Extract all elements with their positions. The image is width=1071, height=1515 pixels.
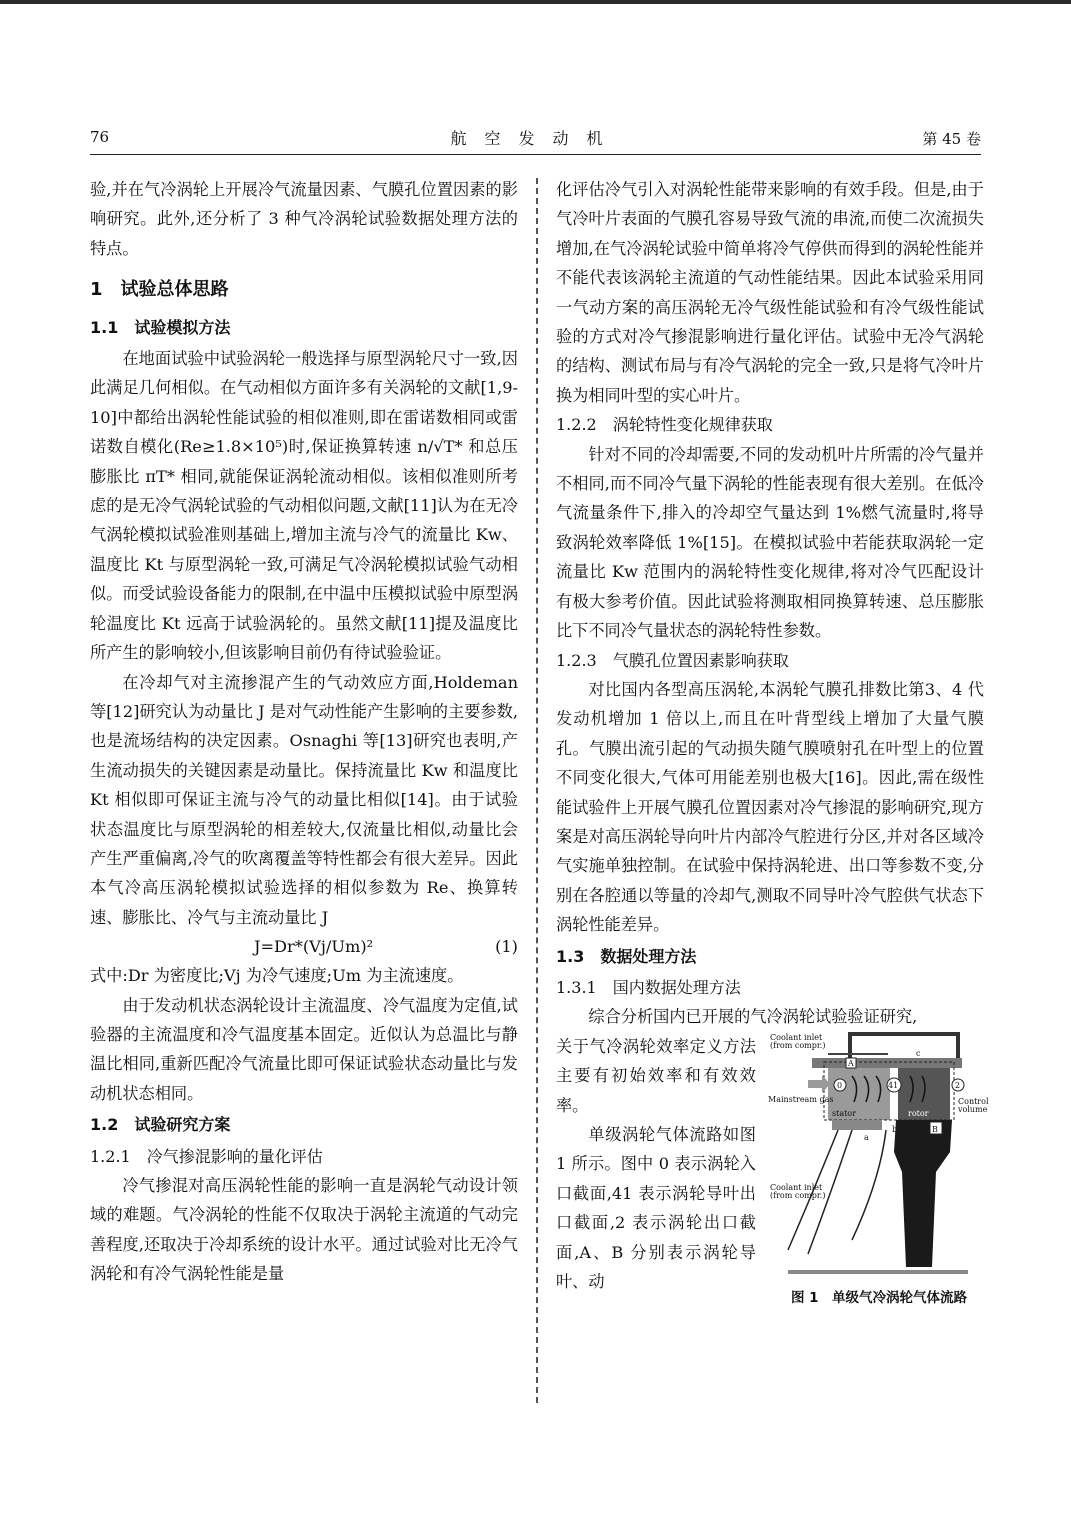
label-station-0: 0 bbox=[837, 1080, 843, 1090]
subsubsection-heading: 1.2.1 冷气掺混影响的量化评估 bbox=[90, 1146, 323, 1166]
label-a: a bbox=[864, 1132, 869, 1142]
paragraph: 化评估冷气引入对涡轮性能带来影响的有效手段。但是,由于气冷叶片表面的气膜孔容易导致气流的串流,而使二次流损失增加,在气冷涡轮试验中简单将冷气停供而得到的涡轮性能并不能代表该涡轮主流道的气动性能结果。因此本试验采用同一气动方案的高压涡轮无冷气级性能试验和有冷气级性能试验的方式对冷气掺混影响进行量化评估。试验中无冷气涡轮的结构、测试布局与有冷气涡轮的完全一致,只是将气冷叶片换为相同叶型的实心叶片。 bbox=[556, 180, 984, 405]
coolant-path-c bbox=[852, 1130, 886, 1240]
paragraph: 冷气掺混对高压涡轮性能的影响一直是涡轮气动设计领域的难题。气冷涡轮的性能不仅取决于涡轮主流道的气动完善程度,还取决于冷却系统的设计水平。通过试验对比无冷气涡轮和有冷气涡轮性能是量 bbox=[90, 1176, 518, 1284]
header-rule bbox=[90, 154, 981, 155]
label-control-sub: volume bbox=[958, 1104, 988, 1114]
label-coolant-top-sub: (from compr.) bbox=[770, 1040, 826, 1050]
subsection-heading: 1.1 试验模拟方法 bbox=[90, 317, 231, 337]
paragraph: 关于气冷涡轮效率定义方法主要有初始效率和有效效率。 bbox=[556, 1036, 756, 1115]
subsection-heading: 1.3 数据处理方法 bbox=[556, 946, 697, 966]
label-b: b bbox=[892, 1124, 898, 1134]
top-border bbox=[0, 0, 1071, 4]
subsection-heading: 1.2 试验研究方案 bbox=[90, 1115, 231, 1135]
journal-name: 航空发动机 bbox=[450, 129, 621, 148]
paragraph: 在冷却气对主流掺混产生的气动效应方面,Holdeman 等[12]研究认为动量比 J 是对气动性能产生影响的主要参数,也是流场结构的决定因素。Osnaghi 等[13]研究也表明,产生流动损失的关键因素是动量比。保持流量比 Kw 和温度比 Kt 相似即可保证主流与冷气的动量比相似[14]。由于试验状态温度比与原型涡轮的相差较大,仅流量比相似,动量比会产生严重偏离,冷气的吹离覆盖等特性都会有很大差异。因此本气冷高压涡轮模拟试验选择的相似参数为 Re、换算转速、膨胀比、冷气与主流动量比 J bbox=[90, 672, 518, 927]
paragraph: 对比国内各型高压涡轮,本涡轮气膜孔排数比第3、4 代发动机增加 1 倍以上,而且在叶背型线上增加了大量气膜孔。气膜出流引起的气动损失随气膜喷射孔在叶型上的位置不同变化很大,气体可用能差别也极大[16]。因此,需在级性能试验件上开展气膜孔位置因素对冷气掺混的影响研究,现方案是对高压涡轮导向叶片内部冷气腔进行分区,并对各区域冷气实施单独控制。在试验中保持涡轮进、出口等参数不变,分别在各腔通以等量的冷却气,测取不同导叶冷气腔供气状态下涡轮性能差异。 bbox=[556, 679, 984, 935]
right-column bbox=[556, 175, 989, 1306]
section-heading: 1 试验总体思路 bbox=[90, 279, 229, 301]
label-control: Control bbox=[958, 1096, 989, 1106]
equation-body: J=Dr*(Vj/Um)² bbox=[254, 937, 374, 957]
label-station-2: 2 bbox=[955, 1080, 961, 1090]
page-header bbox=[90, 124, 981, 154]
subsubsection-heading: 1.2.3 气膜孔位置因素影响获取 bbox=[556, 650, 789, 670]
figure-wrap bbox=[556, 1032, 989, 1306]
left-column bbox=[90, 175, 518, 1289]
label-coolant-bottom-sub: (from compr.) bbox=[770, 1190, 826, 1200]
rotor-disk bbox=[894, 1120, 952, 1267]
paragraph: 由于发动机状态涡轮设计主流温度、冷气温度为定值,试验器的主流温度和冷气温度基本固定。近似认为总温比与静温比相同,重新匹配冷气流量比即可保证试验状态动量比与发动机状态相同。 bbox=[90, 995, 518, 1103]
label-mainstream: Mainstream gas bbox=[768, 1094, 834, 1104]
label-station-41: 41 bbox=[888, 1080, 899, 1090]
equation-number: (1) bbox=[495, 937, 518, 957]
figure-1 bbox=[768, 1032, 990, 1282]
coolant-duct-top bbox=[850, 1034, 958, 1060]
subsubsection-heading: 1.2.2 涡轮特性变化规律获取 bbox=[556, 415, 773, 435]
subsubsection-heading: 1.3.1 国内数据处理方法 bbox=[556, 977, 741, 997]
paragraph: 在地面试验中试验涡轮一般选择与原型涡轮尺寸一致,因此满足几何相似。在气动相似方面许多有关涡轮的文献[1,9-10]中都给出涡轮性能试验的相似准则,即在雷诺数相同或雷诺数自模化(Re≥1.8×10⁵)时,保证换算转速 n/√T* 和总压膨胀比 πT* 相同,就能保证涡轮流动相似。该相似准则所考虑的是无冷气涡轮试验的气动相似问题,文献[11]认为在无冷气涡轮模拟试验准则基础上,增加主流与冷气的流量比 Kw、温度比 Kt 与原型涡轮一致,可满足气冷涡轮模拟试验气动相似。而受试验设备能力的限制,在中温中压模拟试验中原型涡轮温度比 Kt 远高于试验涡轮的。虽然文献[11]提及温度比所产生的影响较小,但该影响目前仍有待试验验证。 bbox=[90, 349, 518, 663]
label-c: c bbox=[916, 1048, 921, 1058]
label-stator: stator bbox=[832, 1108, 856, 1118]
stator-hub bbox=[832, 1120, 882, 1130]
label-rotor: rotor bbox=[908, 1108, 929, 1118]
paragraph: 单级涡轮气体流路如图 1 所示。图中 0 表示涡轮入口截面,41 表示涡轮导叶出口截面,2 表示涡轮出口截面,A、B 分别表示涡轮导叶、动 bbox=[556, 1125, 756, 1292]
equation-1 bbox=[90, 932, 518, 961]
paragraph: 式中:Dr 为密度比;Vj 为冷气速度;Um 为主流速度。 bbox=[90, 966, 464, 986]
turbine-flowpath-diagram bbox=[768, 1032, 990, 1282]
label-region-A: A bbox=[848, 1058, 854, 1068]
mainstream-arrow bbox=[808, 1075, 830, 1093]
label-coolant-bottom: Coolant inlet bbox=[770, 1182, 823, 1192]
wrapped-text bbox=[556, 1032, 756, 1297]
column-divider bbox=[536, 178, 538, 1403]
paragraph: 针对不同的冷却需要,不同的发动机叶片所需的冷气量并不相同,而不同冷气量下涡轮的性能表现有很大差别。在低冷气流量条件下,排入的冷却空气量达到 1%燃气流量时,将导致涡轮效率降低 1%[15]。在模拟试验中若能获取涡轮一定流量比 Kw 范围内的涡轮特性变化规律,将对冷气匹配设计有极大参考价值。因此试验将测取相同换算转速、总压膨胀比下不同冷气量状态的涡轮特性参数。 bbox=[556, 444, 984, 641]
paragraph: 验,并在气冷涡轮上开展冷气流量因素、气膜孔位置因素的影响研究。此外,还分析了 3 种气冷涡轮试验数据处理方法的特点。 bbox=[90, 180, 518, 258]
figure-caption: 图 1 单级气冷涡轮气体流路 bbox=[790, 1289, 968, 1306]
outer-casing bbox=[812, 1058, 962, 1068]
label-region-B: B bbox=[932, 1124, 938, 1134]
paragraph: 综合分析国内已开展的气冷涡轮试验验证研究, bbox=[588, 1007, 918, 1027]
volume-label: 第 45 卷 bbox=[922, 130, 981, 148]
page-number: 76 bbox=[90, 128, 110, 146]
label-coolant-top: Coolant inlet bbox=[770, 1032, 823, 1042]
